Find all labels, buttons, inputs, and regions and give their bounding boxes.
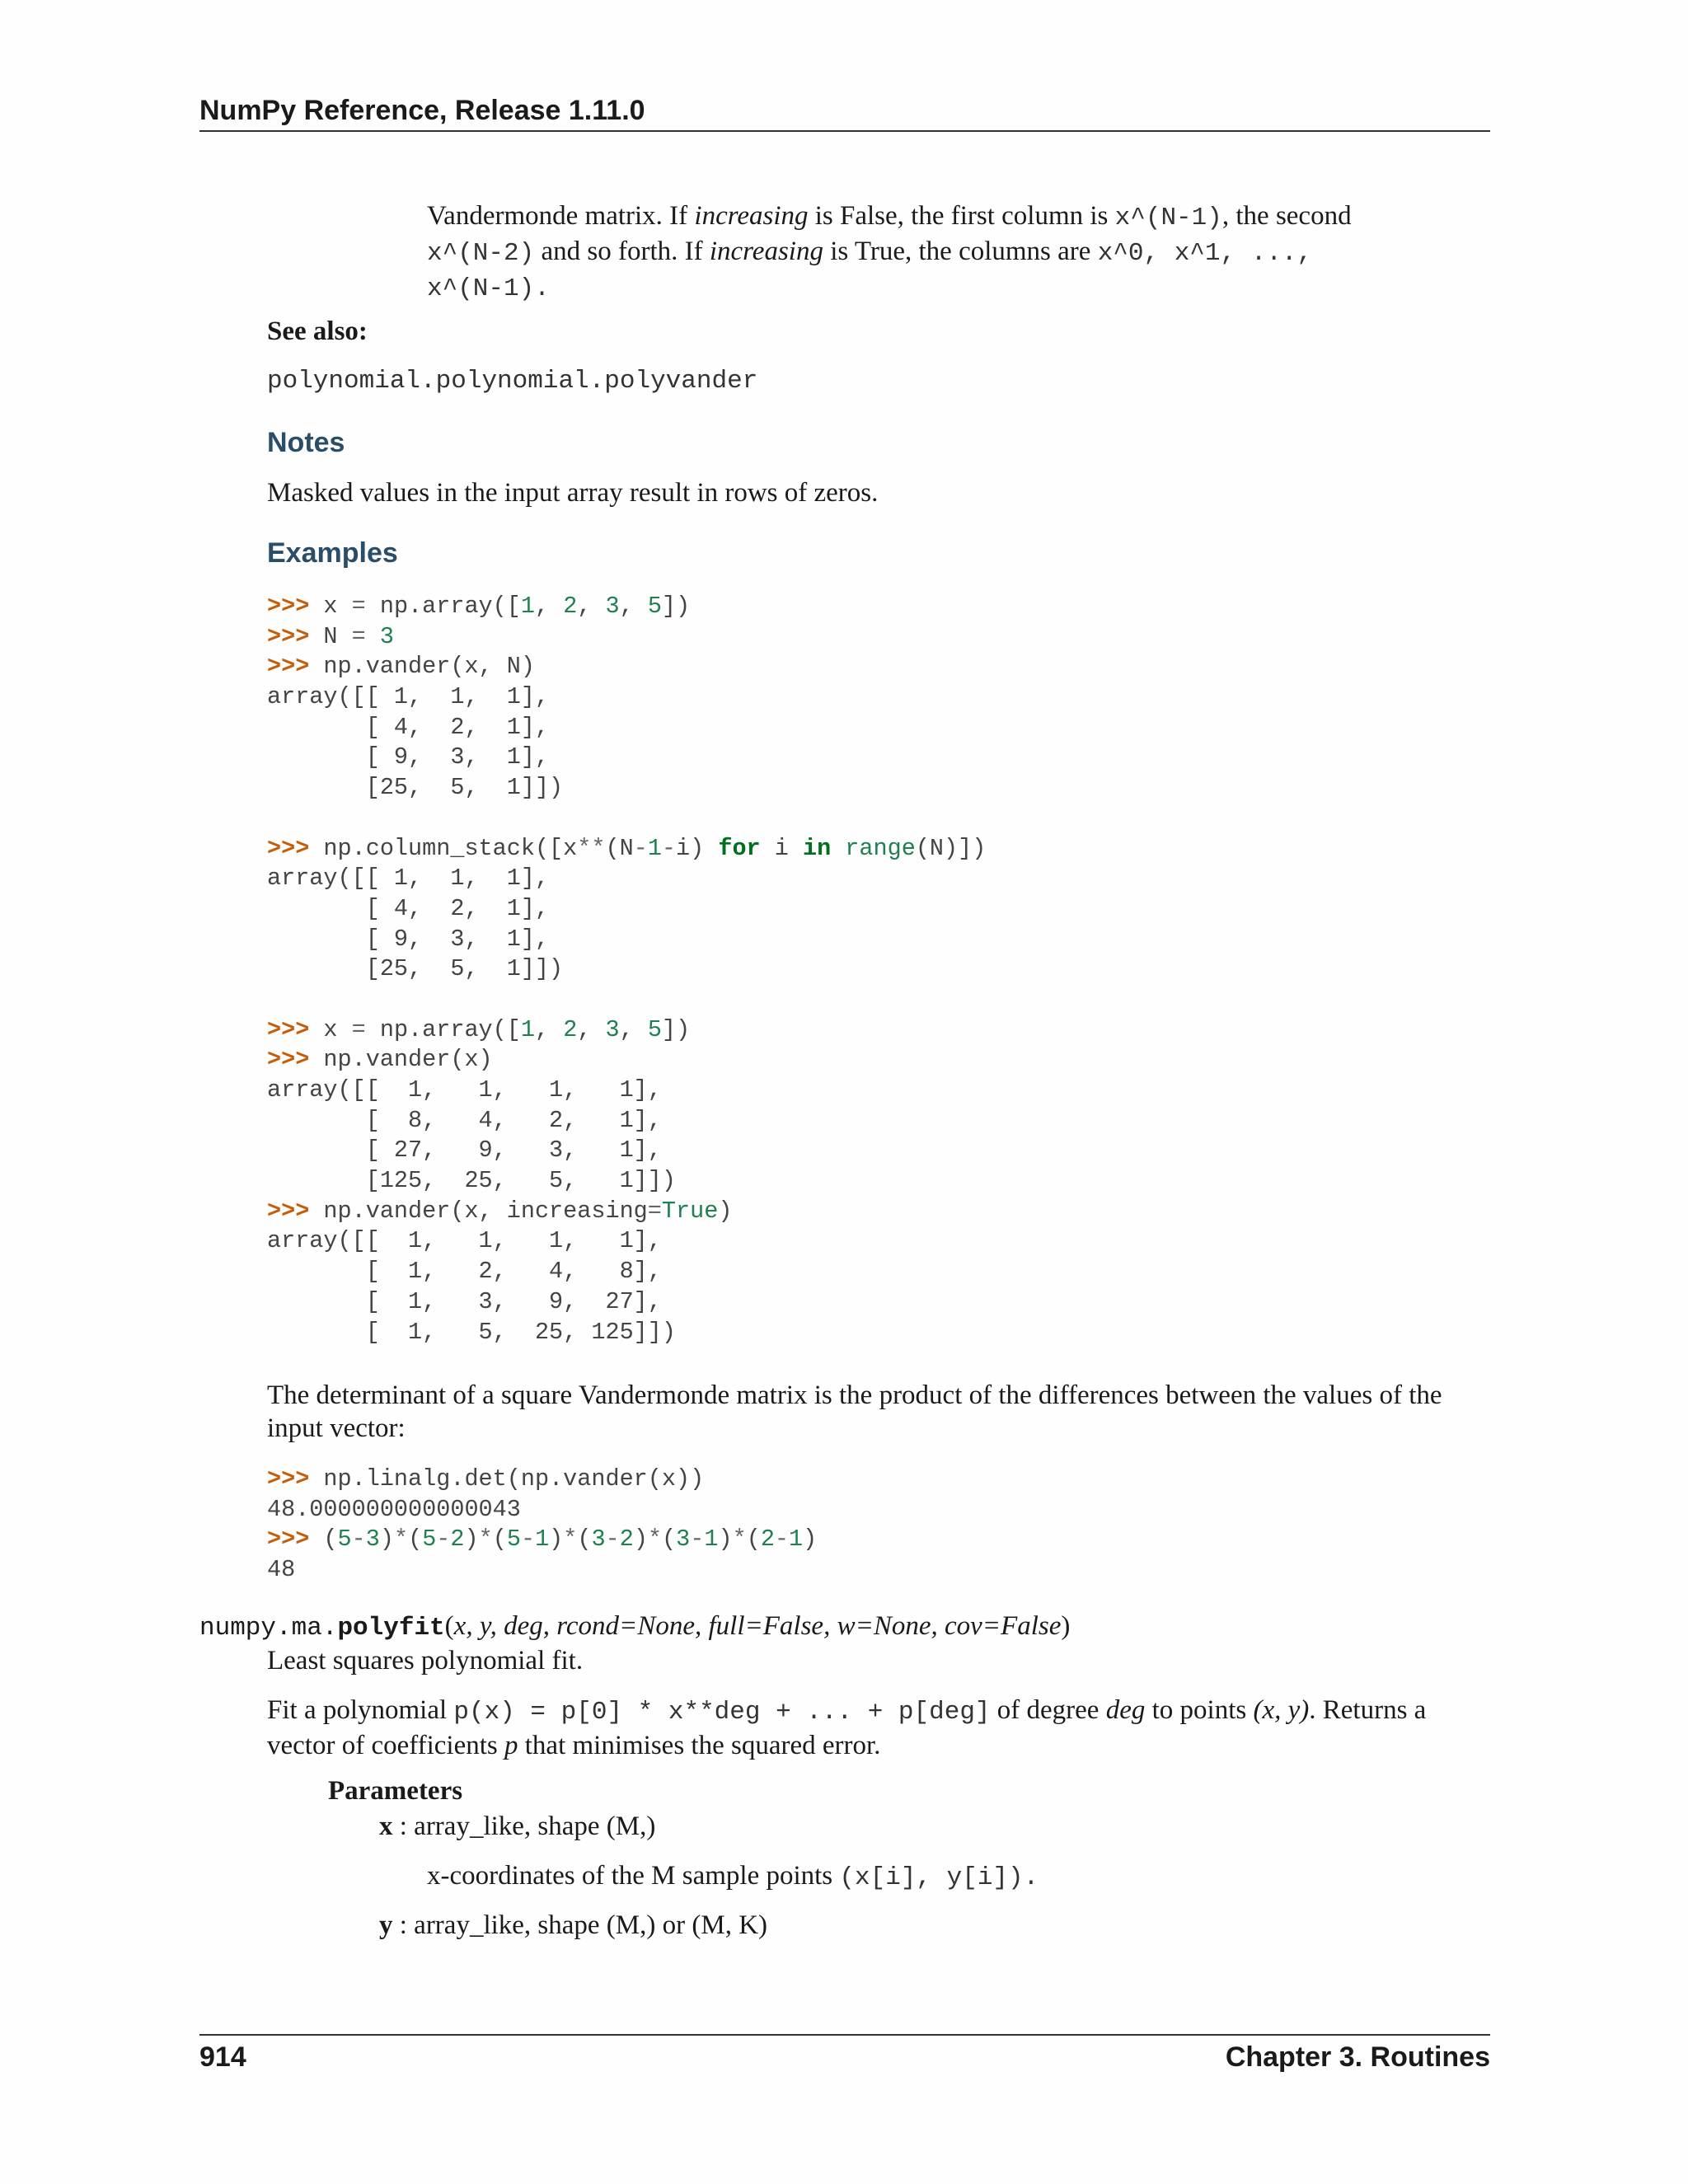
chapter-label: Chapter 3. Routines	[1225, 2041, 1490, 2073]
code-token: np.array([	[365, 1015, 521, 1043]
code-token: 1	[704, 1526, 719, 1554]
code-prompt: >>>	[267, 622, 310, 650]
code-token: True	[661, 1197, 719, 1225]
code-token	[831, 835, 845, 862]
code-token: 48.000000000000043	[267, 1495, 521, 1523]
code-line	[267, 1525, 817, 1555]
code-line	[267, 713, 986, 743]
code-token: [ 8, 4, 2, 1],	[267, 1106, 662, 1134]
code-token: array([[ 1, 1, 1],	[267, 683, 550, 711]
notes-text: Masked values in the input array result in rows of zeros.	[267, 478, 879, 508]
code-line	[267, 622, 986, 653]
code-token: -	[690, 1526, 705, 1554]
see-also-link[interactable]: polynomial.polynomial.polyvander	[267, 367, 758, 396]
code-token: np.array([	[365, 593, 521, 620]
code-token: =	[351, 593, 366, 620]
code-token: -	[774, 1526, 790, 1554]
code-token: range	[845, 834, 916, 862]
polyfit-summary: Least squares polynomial fit.	[267, 1646, 584, 1675]
code-line	[267, 652, 986, 682]
determinant-paragraph	[267, 1379, 1490, 1445]
code-token: 1	[520, 593, 535, 620]
determinant-code-block	[267, 1465, 817, 1586]
code-line	[267, 1015, 986, 1046]
polyfit-module: numpy.ma.	[199, 1614, 338, 1643]
code-token: (	[309, 1526, 338, 1554]
notes-heading: Notes	[267, 427, 345, 458]
code-token: 48	[267, 1556, 296, 1584]
code-token: 3	[591, 1526, 606, 1554]
code-token: 1	[789, 1526, 804, 1554]
code-token: -	[661, 834, 677, 862]
see-also-label: See also:	[267, 316, 368, 346]
code-line	[267, 1287, 986, 1318]
code-token: -	[520, 1526, 536, 1554]
code-token: 3	[365, 1526, 380, 1554]
code-prompt: >>>	[267, 653, 310, 681]
code-token: 3	[379, 622, 394, 650]
code-token: i)	[676, 834, 719, 862]
code-token: =	[647, 1197, 662, 1225]
code-line	[267, 894, 986, 925]
code-token: [25, 5, 1]])	[267, 955, 564, 983]
code-token: [ 9, 3, 1],	[267, 925, 550, 953]
code-token: )	[464, 1526, 479, 1554]
determinant-line-2: input vector:	[267, 1413, 406, 1443]
polyfit-name: polyfit	[337, 1614, 445, 1643]
code-token: (N	[605, 834, 634, 862]
header-rule	[199, 130, 1490, 132]
code-line	[267, 773, 986, 804]
code-token: -	[351, 1526, 366, 1554]
code-token: *	[647, 1526, 663, 1554]
code-token: for	[718, 834, 761, 862]
polyfit-params: x, y, deg, rcond=None, full=False, w=None, cov=False	[453, 1611, 1062, 1641]
code-token: x	[309, 1015, 352, 1043]
code-line	[267, 682, 986, 713]
code-token: -	[633, 834, 648, 862]
code-token: [ 1, 2, 4, 8],	[267, 1258, 662, 1286]
polyfit-signature: numpy.ma.polyfit(x, y, deg, rcond=None, full=False, w=None, cov=False)	[199, 1611, 1071, 1643]
code-line	[267, 743, 986, 773]
examples-heading: Examples	[267, 537, 398, 569]
intro-line-1: Vandermonde matrix. If increasing is False, the first column is x^(N-1), the second	[427, 201, 1352, 232]
polyfit-desc-line-2: vector of coefficients p that minimises the squared error.	[267, 1731, 881, 1760]
code-token: (	[746, 1526, 761, 1554]
code-prompt: >>>	[267, 1526, 310, 1554]
param-x: x : array_like, shape (M,)	[379, 1811, 656, 1841]
code-token: (	[577, 1526, 592, 1554]
code-line	[267, 1136, 986, 1166]
code-token: np.linalg.det(np.vander(x))	[309, 1465, 705, 1493]
intro-line-3: x^(N-1).	[427, 274, 550, 303]
code-token: ,	[619, 1015, 648, 1043]
code-token: *	[478, 1526, 493, 1554]
code-line	[267, 954, 986, 985]
code-token: np.vander(x, increasing	[309, 1197, 648, 1225]
code-line	[267, 1045, 986, 1076]
example-code-block	[267, 592, 986, 1347]
code-line	[267, 1555, 817, 1586]
code-token: N	[309, 622, 352, 650]
code-line	[267, 1226, 986, 1257]
code-token: np.vander(x, N)	[309, 653, 535, 681]
code-prompt: >>>	[267, 593, 310, 620]
code-token: array([[ 1, 1, 1],	[267, 865, 550, 893]
code-token: ,	[619, 593, 648, 620]
code-token: 2	[619, 1526, 634, 1554]
code-token: *	[563, 1526, 578, 1554]
code-token: ])	[661, 1015, 691, 1043]
running-header: NumPy Reference, Release 1.11.0	[199, 95, 645, 126]
code-token: )	[379, 1526, 394, 1554]
code-token: ,	[577, 593, 606, 620]
code-prompt: >>>	[267, 1465, 310, 1493]
code-token: (	[492, 1526, 507, 1554]
code-token: [ 9, 3, 1],	[267, 743, 550, 771]
param-y-name: y	[379, 1910, 393, 1940]
code-token: i	[760, 834, 803, 862]
code-token: np.column_stack([x	[309, 834, 578, 862]
polyfit-description	[267, 1694, 1490, 1762]
code-token: )	[803, 1526, 818, 1554]
code-line	[267, 1166, 986, 1197]
code-line	[267, 985, 986, 1015]
code-token: (	[408, 1526, 423, 1554]
code-token: 2	[760, 1526, 775, 1554]
code-token: [ 4, 2, 1],	[267, 894, 550, 922]
code-token: **	[577, 834, 606, 862]
code-line	[267, 1106, 986, 1137]
code-token: 1	[520, 1015, 535, 1043]
code-token: )	[633, 1526, 648, 1554]
code-token: -	[605, 1526, 620, 1554]
code-line	[267, 1197, 986, 1227]
code-line	[267, 925, 986, 955]
page-number: 914	[199, 2041, 246, 2073]
code-token: 2	[450, 1526, 465, 1554]
code-prompt: >>>	[267, 1197, 310, 1225]
param-x-name: x	[379, 1811, 393, 1841]
code-line	[267, 1465, 817, 1495]
code-token: 3	[676, 1526, 691, 1554]
code-line	[267, 1076, 986, 1106]
code-token: -	[436, 1526, 451, 1554]
code-token: 3	[605, 1015, 620, 1043]
parameters-label: Parameters	[328, 1776, 463, 1806]
code-token	[366, 623, 380, 650]
code-token: (N)])	[915, 834, 987, 862]
code-line	[267, 864, 986, 894]
code-token: *	[393, 1526, 409, 1554]
code-token: 2	[563, 1015, 578, 1043]
code-token: [ 27, 9, 3, 1],	[267, 1137, 662, 1165]
code-prompt: >>>	[267, 1015, 310, 1043]
code-line	[267, 1257, 986, 1287]
polyfit-desc-line-1: Fit a polynomial p(x) = p[0] * x**deg + ... + p[deg] of degree deg to points (x, y). Returns a	[267, 1695, 1427, 1727]
code-token: [25, 5, 1]])	[267, 774, 564, 802]
code-token: np.vander(x)	[309, 1046, 493, 1074]
code-token: [ 4, 2, 1],	[267, 713, 550, 741]
code-token: (	[662, 1526, 677, 1554]
code-token: [ 1, 3, 9, 27],	[267, 1287, 662, 1315]
intro-paragraph	[427, 199, 1383, 306]
code-token: =	[351, 622, 366, 650]
code-token: ,	[577, 1015, 606, 1043]
code-token: 5	[647, 1015, 662, 1043]
code-token: ,	[534, 593, 564, 620]
determinant-line-1: The determinant of a square Vandermonde matrix is the product of the differences between the values of the	[267, 1380, 1442, 1410]
param-x-desc: x-coordinates of the M sample points (x[i], y[i]).	[427, 1861, 1039, 1892]
code-token: array([[ 1, 1, 1, 1],	[267, 1227, 662, 1255]
code-token: 2	[563, 593, 578, 620]
code-line	[267, 592, 986, 622]
intro-line-2: x^(N-2) and so forth. If increasing is True, the columns are x^0, x^1, ...,	[427, 237, 1313, 268]
code-line	[267, 1495, 817, 1526]
code-line	[267, 834, 986, 865]
footer-rule	[199, 2034, 1490, 2036]
param-y: y : array_like, shape (M,) or (M, K)	[379, 1910, 768, 1940]
code-token: 1	[647, 834, 662, 862]
code-token: )	[718, 1197, 733, 1225]
code-token: in	[802, 834, 832, 862]
code-token: *	[732, 1526, 747, 1554]
code-prompt: >>>	[267, 834, 310, 862]
code-token: )	[718, 1526, 733, 1554]
code-token: 5	[647, 593, 662, 620]
code-token: )	[549, 1526, 564, 1554]
code-token: array([[ 1, 1, 1, 1],	[267, 1076, 662, 1104]
code-token: 3	[605, 593, 620, 620]
code-token: 1	[535, 1526, 550, 1554]
code-token: 5	[337, 1526, 352, 1554]
code-token: 5	[506, 1526, 521, 1554]
code-token: =	[351, 1015, 366, 1043]
code-token: ,	[534, 1015, 564, 1043]
code-token: [ 1, 5, 25, 125]])	[267, 1318, 676, 1346]
code-prompt: >>>	[267, 1046, 310, 1074]
code-token: [125, 25, 5, 1]])	[267, 1167, 676, 1195]
code-token: 5	[422, 1526, 437, 1554]
code-token: x	[309, 593, 352, 620]
code-token: ])	[661, 593, 691, 620]
code-line	[267, 804, 986, 834]
code-line	[267, 1318, 986, 1348]
